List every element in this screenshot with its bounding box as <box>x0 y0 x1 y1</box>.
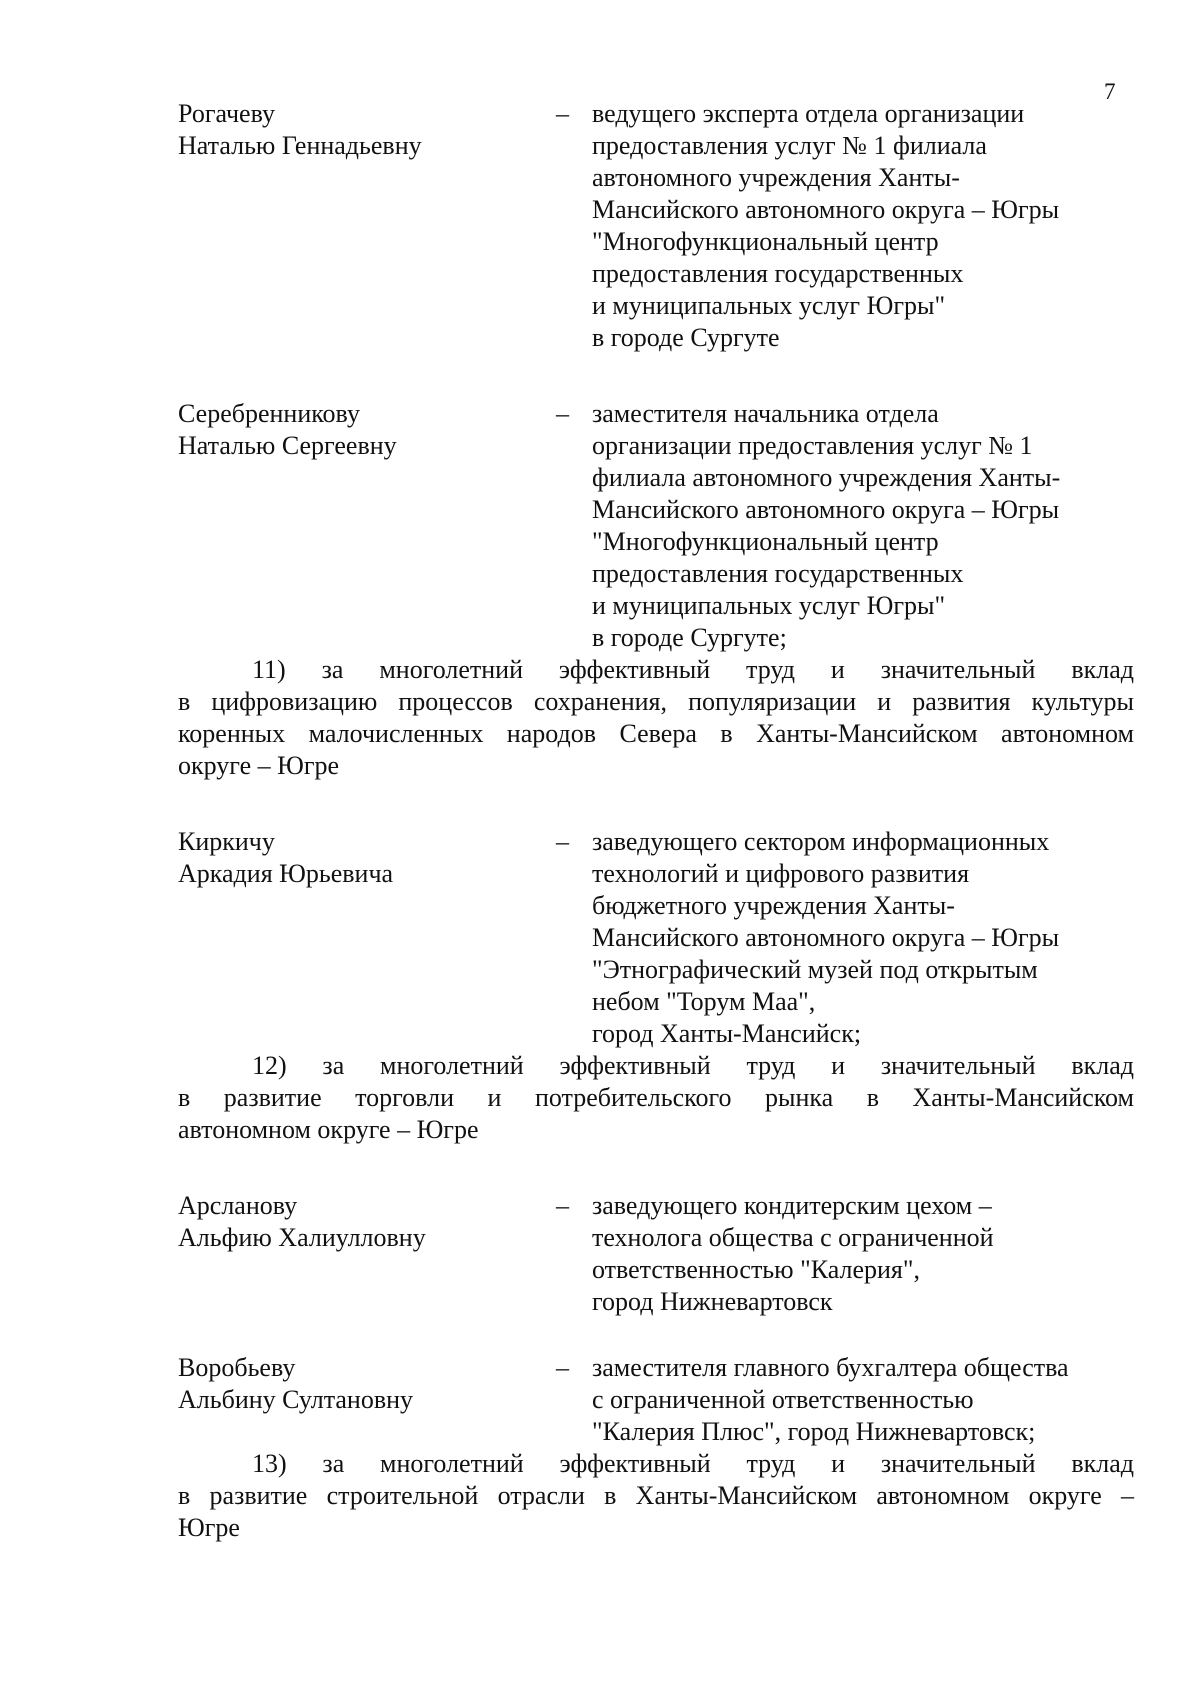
position-line: заведующего сектором информационных <box>592 827 1050 856</box>
dash-separator: – <box>556 399 569 428</box>
dash-separator: – <box>556 99 569 128</box>
position-line: технологий и цифрового развития <box>592 859 970 888</box>
position-line: технолога общества с ограниченной <box>592 1223 994 1252</box>
position-line: и муниципальных услуг Югры" <box>592 291 946 320</box>
position-line: с ограниченной ответственностью <box>592 1385 974 1414</box>
position-line: организации предоставления услуг № 1 <box>592 431 1033 460</box>
paragraph-line: в развитие строительной отрасли в Ханты-Мансийском автономном округе – <box>178 1481 1134 1510</box>
position-line: заместителя начальника отдела <box>592 399 939 428</box>
recipient-given-names: Альфию Халиулловну <box>178 1223 426 1252</box>
position-line: предоставления государственных <box>592 559 964 588</box>
position-line: заведующего кондитерским цехом – <box>592 1191 992 1220</box>
page-number: 7 <box>1104 79 1116 104</box>
recipient-surname: Киркичу <box>178 827 275 856</box>
paragraph-line: автономном округе – Югре <box>178 1115 479 1144</box>
paragraph-line: в цифровизацию процессов сохранения, популяризации и развития культуры <box>178 687 1134 716</box>
paragraph-line: округе – Югре <box>178 751 340 780</box>
position-line: Мансийского автономного округа – Югры <box>592 923 1060 952</box>
position-line: город Ханты-Мансийск; <box>592 1019 862 1048</box>
position-line: Мансийского автономного округа – Югры <box>592 195 1060 224</box>
position-line: "Этнографический музей под открытым <box>592 955 1038 984</box>
paragraph-line: 13) за многолетний эффективный труд и значительный вклад <box>252 1449 1134 1478</box>
position-line: автономного учреждения Ханты- <box>592 163 960 192</box>
position-line: "Многофункциональный центр <box>592 527 939 556</box>
position-line: предоставления услуг № 1 филиала <box>592 131 987 160</box>
paragraph-line: 12) за многолетний эффективный труд и значительный вклад <box>252 1051 1134 1080</box>
position-line: филиала автономного учреждения Ханты- <box>592 463 1061 492</box>
dash-separator: – <box>556 827 569 856</box>
position-line: предоставления государственных <box>592 259 964 288</box>
position-line: "Калерия Плюс", город Нижневартовск; <box>592 1417 1036 1446</box>
paragraph-line: коренных малочисленных народов Севера в Ханты-Мансийском автономном <box>178 719 1134 748</box>
paragraph-line: в развитие торговли и потребительского рынка в Ханты-Мансийском <box>178 1083 1134 1112</box>
position-line: в городе Сургуте; <box>592 623 787 652</box>
paragraph-line: 11) за многолетний эффективный труд и значительный вклад <box>252 655 1134 684</box>
dash-separator: – <box>556 1353 569 1382</box>
recipient-given-names: Аркадия Юрьевича <box>178 859 394 888</box>
recipient-surname: Арсланову <box>178 1191 298 1220</box>
recipient-given-names: Наталью Геннадьевну <box>178 131 422 160</box>
recipient-surname: Рогачеву <box>178 99 275 128</box>
position-line: заместителя главного бухгалтера общества <box>592 1353 1069 1382</box>
paragraph-line: Югре <box>178 1513 240 1542</box>
position-line: город Нижневартовск <box>592 1287 833 1316</box>
position-line: ведущего эксперта отдела организации <box>592 99 1025 128</box>
position-line: Мансийского автономного округа – Югры <box>592 495 1060 524</box>
position-line: ответственностью "Калерия", <box>592 1255 920 1284</box>
position-line: в городе Сургуте <box>592 323 780 352</box>
recipient-surname: Воробьеву <box>178 1353 296 1382</box>
position-line: бюджетного учреждения Ханты- <box>592 891 955 920</box>
recipient-given-names: Альбину Султановну <box>178 1385 414 1414</box>
dash-separator: – <box>556 1191 569 1220</box>
position-line: "Многофункциональный центр <box>592 227 939 256</box>
position-line: и муниципальных услуг Югры" <box>592 591 946 620</box>
recipient-given-names: Наталью Сергеевну <box>178 431 397 460</box>
recipient-surname: Серебренникову <box>178 399 360 428</box>
position-line: небом "Торум Маа", <box>592 987 816 1016</box>
